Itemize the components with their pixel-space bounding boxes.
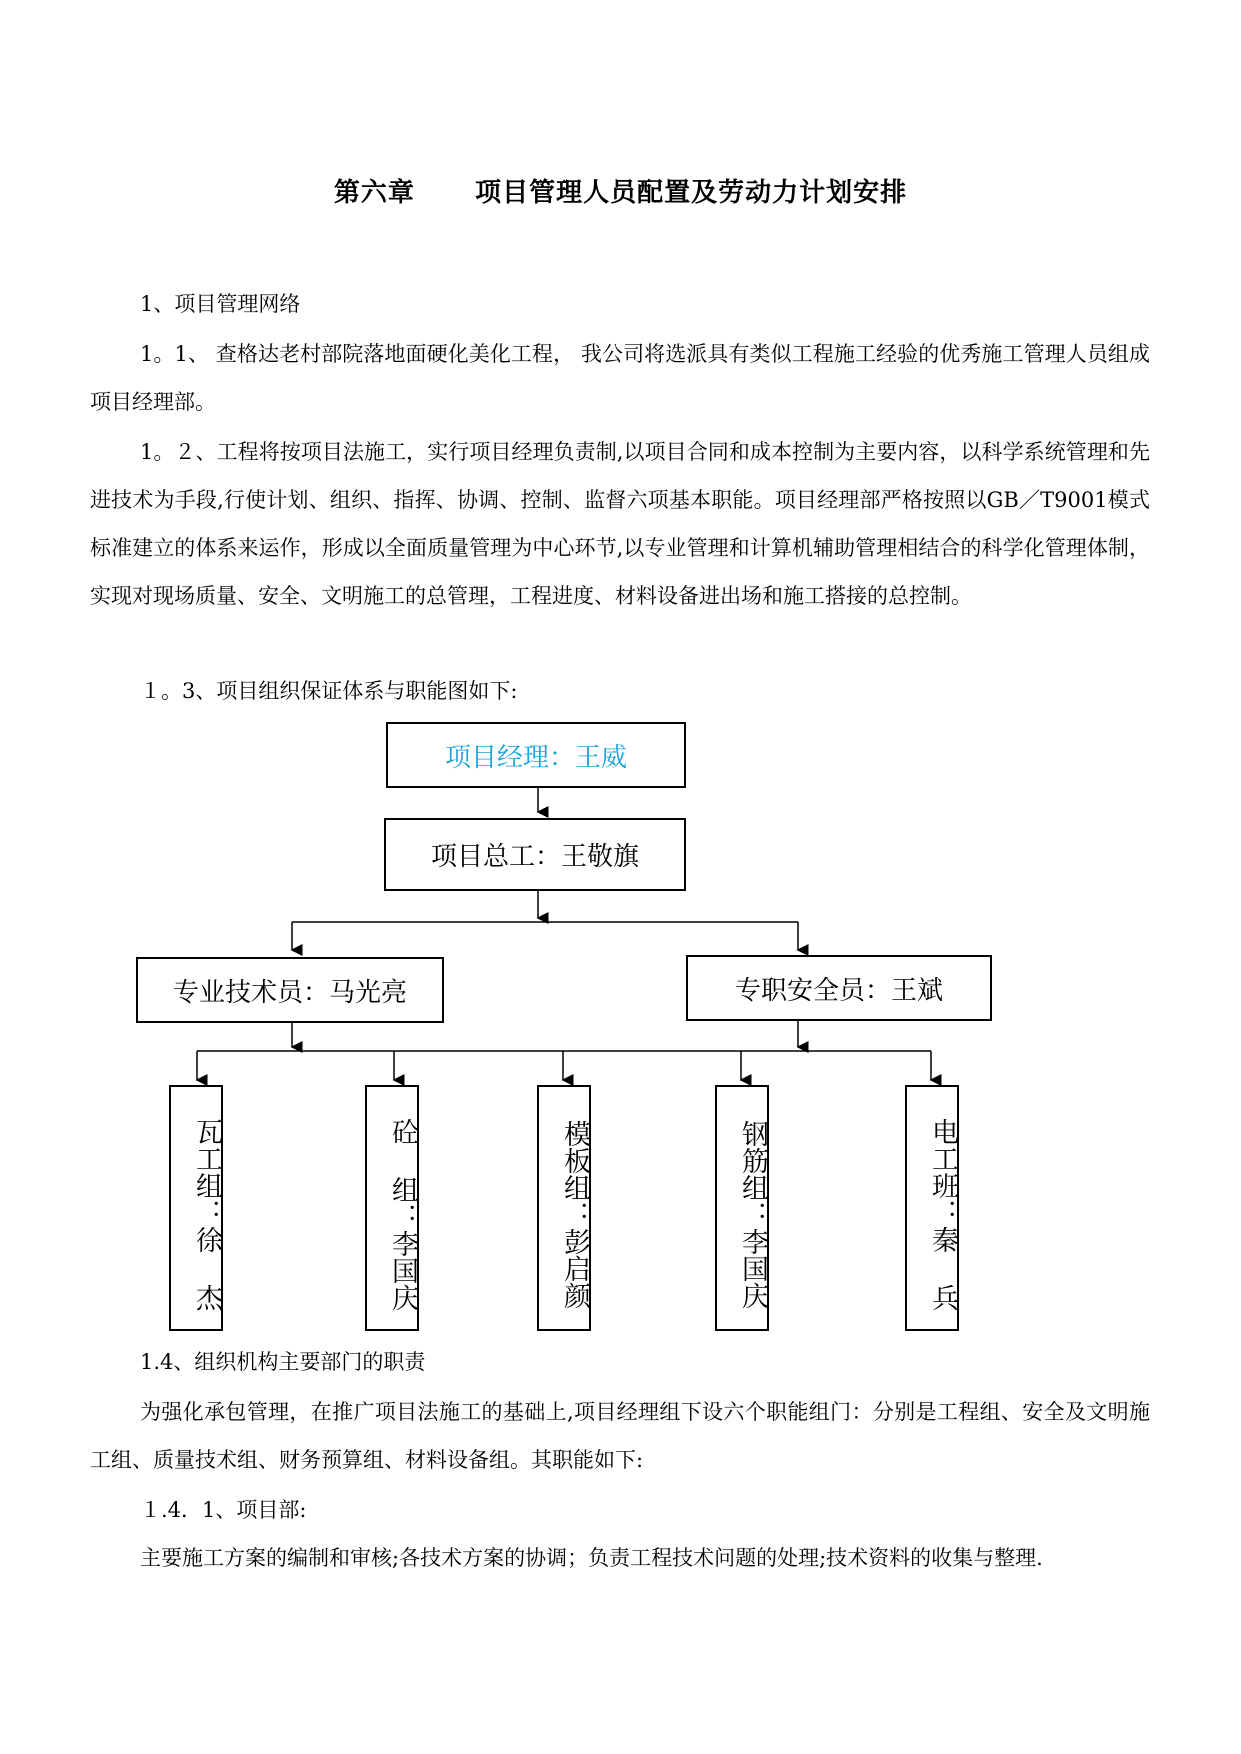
paragraph-1-1: 1。1、 查格达老村部院落地面硬化美化工程， 我公司将选派具有类似工程施工经验的优秀施工管理人员组成项目经理部。 [90,342,1150,414]
org-group-masonry: 瓦工组：徐 杰 [169,1085,223,1331]
org-group-formwork: 模板组：彭启颜 [537,1085,591,1331]
paragraph-1-3: １。3、项目组织保证体系与职能图如下: [140,679,518,703]
org-node-project-manager: 项目经理：王威 [386,722,686,788]
org-group-concrete: 砼 组：李国庆 [365,1085,419,1331]
section-heading: 1、项目管理网络 [140,292,301,316]
paragraph-1-2: 1。２、工程将按项目法施工，实行项目经理负责制,以项目合同和成本控制为主要内容，以科学系统管理和先进技术为手段,行使计划、组织、指挥、协调、控制、监督六项基本职能。项目经理部严格按照以GB／T9001模式标准建立的体系来运作，形成以全面质量管理为中心环节,以专业管理和计算机辅助管理相结合的科学化管理体制，实现对现场质量、安全、文明施工的总管理，工程进度、材料设备进出场和施工搭接的总控制。 [90,440,1150,608]
org-node-chief-engineer: 项目总工：王敬旗 [384,818,686,891]
section-1-4-heading: 1.4、组织机构主要部门的职责 [140,1350,426,1374]
paragraph-1-4-1: 主要施工方案的编制和审核;各技术方案的协调；负责工程技术问题的处理;技术资料的收集与整理. [140,1546,1043,1570]
org-group-rebar: 钢筋组：李国庆 [715,1085,769,1331]
chapter-title: 第六章 项目管理人员配置及劳动力计划安排 [333,178,908,208]
section-1-4-1-heading: １.4．1、项目部: [140,1498,307,1522]
paragraph-1-4: 为强化承包管理，在推广项目法施工的基础上,项目经理组下设六个职能组门：分别是工程组、安全及文明施工组、质量技术组、财务预算组、材料设备组。其职能如下: [90,1400,1150,1472]
org-node-technician: 专业技术员：马光亮 [136,957,444,1023]
org-group-electrical: 电工班：秦 兵 [905,1085,959,1331]
org-node-safety-officer: 专职安全员：王斌 [686,955,992,1021]
